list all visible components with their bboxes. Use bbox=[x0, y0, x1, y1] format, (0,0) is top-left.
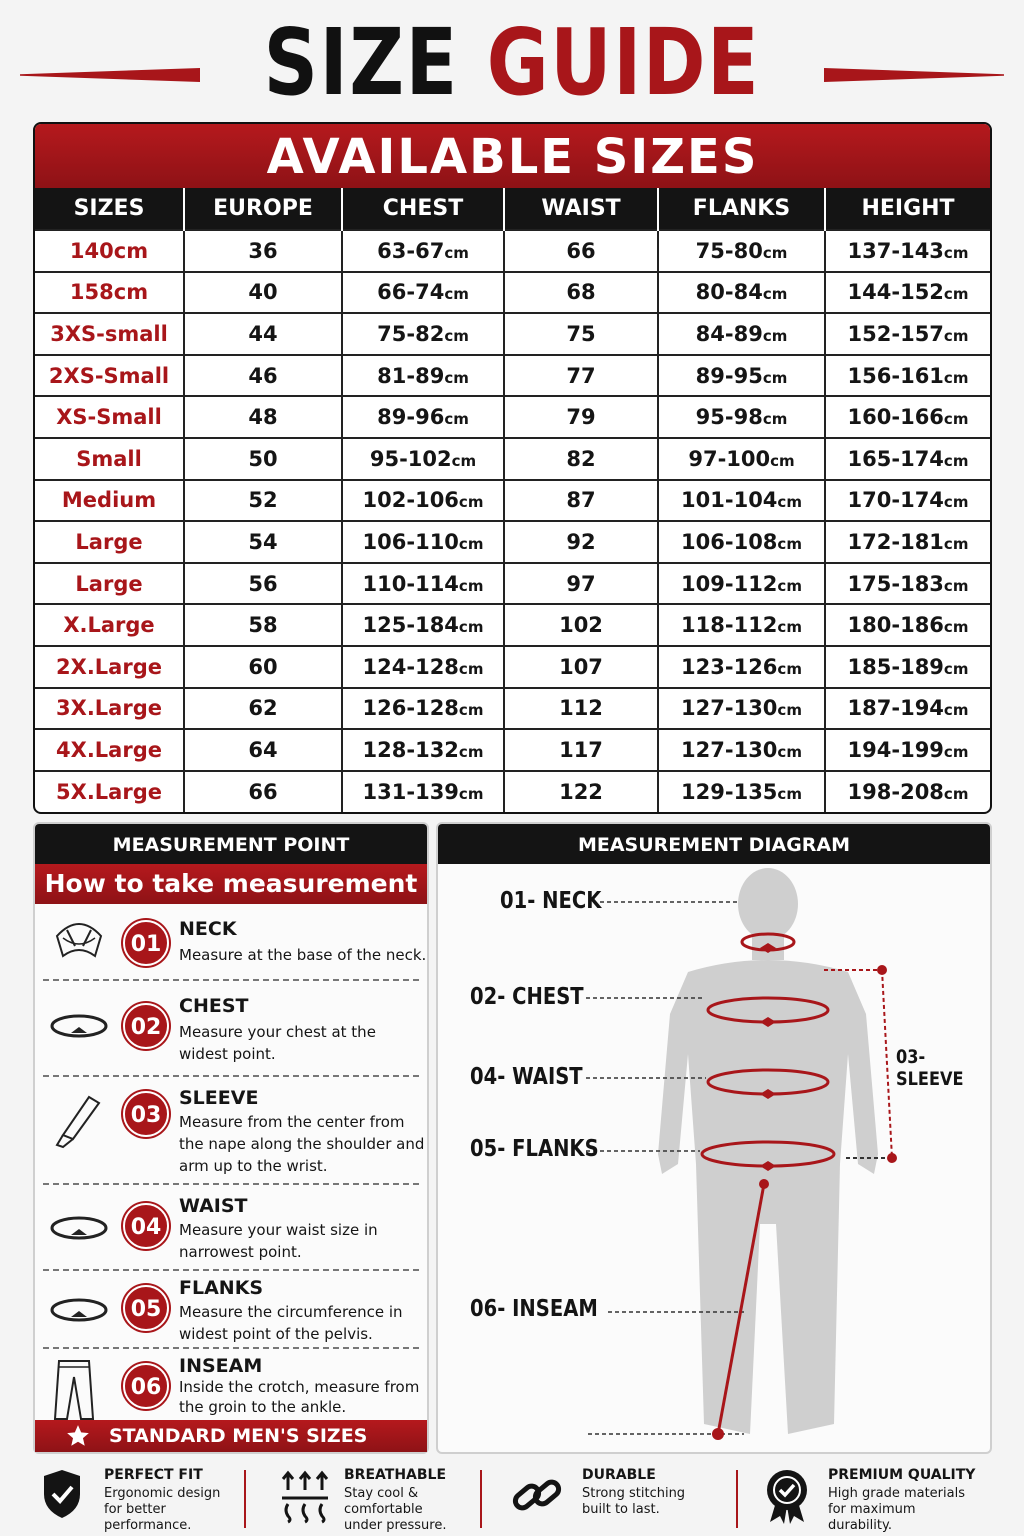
chain-link-icon bbox=[510, 1468, 564, 1526]
cell-unit: cm bbox=[458, 785, 484, 804]
value-cell: 54 bbox=[184, 521, 342, 563]
measurement-diagram-panel bbox=[436, 822, 992, 1454]
value-cell: 44 bbox=[184, 313, 342, 355]
cell-value: 175-183 bbox=[847, 571, 944, 596]
measurement-cell bbox=[825, 480, 990, 522]
star-icon bbox=[65, 1423, 91, 1459]
label-neck: 01- NECK bbox=[500, 888, 602, 914]
table-row bbox=[35, 521, 990, 563]
cell-unit: cm bbox=[458, 493, 484, 512]
table-row bbox=[35, 688, 990, 730]
value-cell: 36 bbox=[184, 230, 342, 272]
measurement-cell bbox=[342, 688, 504, 730]
table-row bbox=[35, 646, 990, 688]
measurement-cell bbox=[342, 396, 504, 438]
feature-description: High grade materials for maximum durability. bbox=[828, 1486, 965, 1533]
cell-unit: cm bbox=[943, 493, 969, 512]
cell-value: 106-108 bbox=[681, 529, 778, 554]
step-description: Measure from the center from the nape along the shoulder and arm up to the wrist. bbox=[179, 1113, 425, 1175]
measurement-cell bbox=[342, 438, 504, 480]
step-name: FLANKS bbox=[179, 1277, 264, 1299]
cell-unit: cm bbox=[943, 368, 969, 387]
measurement-cell bbox=[825, 355, 990, 397]
size-cell: XS-Small bbox=[35, 396, 184, 438]
size-cell: 3XS-small bbox=[35, 313, 184, 355]
cell-unit: cm bbox=[444, 326, 469, 345]
value-cell: 46 bbox=[184, 355, 342, 397]
how-to-measure-heading: How to take measurement bbox=[35, 864, 427, 904]
measurement-list bbox=[35, 904, 427, 1429]
list-item bbox=[43, 1349, 419, 1429]
measurement-cell bbox=[658, 313, 825, 355]
cell-value: 118-112 bbox=[681, 613, 778, 638]
step-description: Measure the circumference in widest point of the pelvis. bbox=[179, 1303, 403, 1343]
table-row bbox=[35, 604, 990, 646]
cell-unit: cm bbox=[762, 285, 788, 304]
measurement-cell bbox=[658, 396, 825, 438]
cell-unit: cm bbox=[444, 285, 469, 304]
measurement-cell bbox=[825, 771, 990, 813]
cell-value: 165-174 bbox=[847, 446, 944, 471]
measurement-cell bbox=[825, 230, 990, 272]
measurement-cell bbox=[658, 480, 825, 522]
feature-durable bbox=[510, 1462, 720, 1536]
size-table bbox=[35, 188, 990, 812]
label-flanks: 05- FLANKS bbox=[470, 1136, 599, 1162]
cell-value: 180-186 bbox=[847, 613, 944, 638]
measurement-point-panel bbox=[33, 822, 429, 1454]
feature-premium-quality bbox=[764, 1462, 994, 1536]
step-name: SLEEVE bbox=[179, 1087, 259, 1109]
cell-value: 95-102 bbox=[369, 446, 452, 471]
value-cell: 92 bbox=[504, 521, 658, 563]
page-title bbox=[92, 8, 932, 118]
quality-badge-icon bbox=[764, 1468, 810, 1528]
value-cell: 68 bbox=[504, 272, 658, 314]
cell-unit: cm bbox=[943, 285, 969, 304]
cell-value: 101-104 bbox=[681, 488, 778, 513]
cell-value: 80-84 bbox=[695, 280, 763, 305]
table-row bbox=[35, 396, 990, 438]
step-description: Measure your waist size in narrowest point. bbox=[179, 1221, 378, 1261]
feature-divider bbox=[244, 1470, 246, 1528]
feature-title: PREMIUM QUALITY bbox=[828, 1467, 976, 1483]
cell-value: 89-96 bbox=[377, 405, 445, 430]
column-header: SIZES bbox=[35, 188, 184, 230]
measurement-cell bbox=[825, 396, 990, 438]
value-cell: 87 bbox=[504, 480, 658, 522]
cell-value: 194-199 bbox=[847, 737, 944, 762]
table-header-row bbox=[35, 188, 990, 230]
table-row bbox=[35, 230, 990, 272]
cell-unit: cm bbox=[943, 576, 969, 595]
cell-unit: cm bbox=[777, 742, 802, 761]
cell-unit: cm bbox=[943, 618, 969, 637]
value-cell: 60 bbox=[184, 646, 342, 688]
list-item bbox=[43, 981, 419, 1077]
value-cell: 82 bbox=[504, 438, 658, 480]
cell-unit: cm bbox=[444, 410, 469, 429]
airflow-icon bbox=[280, 1468, 330, 1528]
cell-unit: cm bbox=[943, 410, 969, 429]
size-cell: X.Large bbox=[35, 604, 184, 646]
size-cell: Large bbox=[35, 521, 184, 563]
measurement-cell bbox=[825, 272, 990, 314]
arm-icon bbox=[49, 1091, 109, 1155]
measurement-cell bbox=[342, 521, 504, 563]
feature-perfect-fit bbox=[40, 1462, 260, 1536]
measurement-cell bbox=[658, 646, 825, 688]
cell-value: 170-174 bbox=[847, 488, 944, 513]
measurement-cell bbox=[825, 688, 990, 730]
measurement-point-header: MEASUREMENT POINT bbox=[35, 824, 427, 864]
measurement-cell bbox=[658, 563, 825, 605]
cell-unit: cm bbox=[458, 659, 484, 678]
cell-unit: cm bbox=[777, 576, 802, 595]
measurement-cell bbox=[825, 313, 990, 355]
size-cell: 158cm bbox=[35, 272, 184, 314]
feature-breathable bbox=[280, 1462, 480, 1536]
measurement-cell bbox=[658, 521, 825, 563]
size-cell: Large bbox=[35, 563, 184, 605]
cell-unit: cm bbox=[777, 701, 802, 720]
value-cell: 122 bbox=[504, 771, 658, 813]
feature-description: Stay cool & comfortable under pressure. bbox=[344, 1486, 447, 1533]
measurement-cell bbox=[342, 563, 504, 605]
title-area bbox=[0, 8, 1024, 118]
cell-value: 156-161 bbox=[847, 363, 944, 388]
value-cell: 58 bbox=[184, 604, 342, 646]
measurement-cell bbox=[658, 355, 825, 397]
cell-value: 144-152 bbox=[847, 280, 944, 305]
value-cell: 102 bbox=[504, 604, 658, 646]
list-item bbox=[43, 904, 427, 981]
cell-unit: cm bbox=[762, 326, 788, 345]
measurement-cell bbox=[658, 604, 825, 646]
value-cell: 40 bbox=[184, 272, 342, 314]
cell-value: 95-98 bbox=[695, 405, 763, 430]
size-cell: 4X.Large bbox=[35, 729, 184, 771]
table-row bbox=[35, 563, 990, 605]
measurement-cell bbox=[342, 230, 504, 272]
cell-value: 63-67 bbox=[377, 238, 445, 263]
title-word-size: SIZE bbox=[263, 9, 459, 116]
value-cell: 64 bbox=[184, 729, 342, 771]
cell-unit: cm bbox=[458, 576, 484, 595]
value-cell: 112 bbox=[504, 688, 658, 730]
value-cell: 56 bbox=[184, 563, 342, 605]
table-row bbox=[35, 438, 990, 480]
table-row bbox=[35, 272, 990, 314]
measurement-cell bbox=[658, 438, 825, 480]
tape-loop-icon bbox=[49, 1295, 109, 1329]
cell-value: 185-189 bbox=[847, 654, 944, 679]
size-cell: 3X.Large bbox=[35, 688, 184, 730]
value-cell: 48 bbox=[184, 396, 342, 438]
list-item bbox=[43, 1077, 425, 1185]
size-cell: Medium bbox=[35, 480, 184, 522]
step-number-badge: 05 bbox=[123, 1285, 169, 1331]
value-cell: 77 bbox=[504, 355, 658, 397]
cell-unit: cm bbox=[943, 785, 969, 804]
cell-unit: cm bbox=[458, 742, 484, 761]
cell-unit: cm bbox=[943, 659, 969, 678]
measurement-cell bbox=[342, 313, 504, 355]
measurement-cell bbox=[342, 355, 504, 397]
cell-value: 102-106 bbox=[362, 488, 459, 513]
step-description: Measure at the base of the neck. bbox=[179, 946, 427, 964]
cell-unit: cm bbox=[777, 785, 802, 804]
column-header: FLANKS bbox=[658, 188, 825, 230]
feature-title: PERFECT FIT bbox=[104, 1467, 203, 1483]
measurement-cell bbox=[658, 272, 825, 314]
column-header: HEIGHT bbox=[825, 188, 990, 230]
value-cell: 75 bbox=[504, 313, 658, 355]
step-number-badge: 02 bbox=[123, 1003, 169, 1049]
measurement-cell bbox=[342, 771, 504, 813]
cell-value: 110-114 bbox=[362, 571, 459, 596]
measurement-cell bbox=[825, 521, 990, 563]
measurement-cell bbox=[658, 230, 825, 272]
measurement-cell bbox=[342, 646, 504, 688]
step-description: Inside the crotch, measure from the groin to the ankle. bbox=[179, 1378, 420, 1416]
standard-mens-sizes-label: STANDARD MEN'S SIZES bbox=[109, 1425, 368, 1447]
measurement-cell bbox=[658, 729, 825, 771]
label-chest: 02- CHEST bbox=[470, 984, 584, 1010]
cell-value: 124-128 bbox=[362, 654, 459, 679]
measurement-cell bbox=[825, 604, 990, 646]
cell-unit: cm bbox=[943, 534, 969, 553]
cell-unit: cm bbox=[777, 618, 802, 637]
column-header: WAIST bbox=[504, 188, 658, 230]
measurement-cell bbox=[658, 771, 825, 813]
feature-divider bbox=[736, 1470, 738, 1528]
step-name: WAIST bbox=[179, 1195, 248, 1217]
cell-unit: cm bbox=[943, 326, 969, 345]
value-cell: 62 bbox=[184, 688, 342, 730]
cell-unit: cm bbox=[458, 618, 484, 637]
cell-unit: cm bbox=[777, 493, 802, 512]
measurement-cell bbox=[825, 438, 990, 480]
cell-unit: cm bbox=[458, 701, 484, 720]
cell-unit: cm bbox=[444, 368, 469, 387]
cell-value: 127-130 bbox=[681, 737, 778, 762]
cell-value: 160-166 bbox=[847, 405, 944, 430]
measurement-cell bbox=[342, 604, 504, 646]
pants-icon bbox=[49, 1357, 99, 1427]
measurement-cell bbox=[342, 272, 504, 314]
step-name: NECK bbox=[179, 918, 237, 940]
value-cell: 117 bbox=[504, 729, 658, 771]
cell-value: 81-89 bbox=[377, 363, 445, 388]
size-cell: 140cm bbox=[35, 230, 184, 272]
size-cell: 5X.Large bbox=[35, 771, 184, 813]
cell-value: 66-74 bbox=[377, 280, 445, 305]
feature-divider bbox=[480, 1470, 482, 1528]
value-cell: 79 bbox=[504, 396, 658, 438]
cell-unit: cm bbox=[762, 368, 788, 387]
step-description: Measure your chest at the widest point. bbox=[179, 1023, 376, 1063]
cell-unit: cm bbox=[451, 451, 477, 470]
cell-unit: cm bbox=[943, 742, 969, 761]
size-table-card bbox=[33, 122, 992, 814]
features-strip bbox=[0, 1462, 1024, 1536]
tape-loop-icon bbox=[49, 1213, 109, 1247]
step-name: CHEST bbox=[179, 995, 249, 1017]
cell-value: 75-82 bbox=[377, 321, 445, 346]
step-number-badge: 03 bbox=[123, 1091, 169, 1137]
feature-description: Ergonomic design for better performance. bbox=[104, 1486, 221, 1533]
value-cell: 66 bbox=[504, 230, 658, 272]
measurement-cell bbox=[342, 729, 504, 771]
cell-unit: cm bbox=[777, 534, 802, 553]
table-row bbox=[35, 480, 990, 522]
label-waist: 04- WAIST bbox=[470, 1064, 583, 1090]
label-inseam: 06- INSEAM bbox=[470, 1296, 598, 1322]
cell-value: 89-95 bbox=[695, 363, 763, 388]
tape-loop-icon bbox=[49, 1011, 109, 1045]
list-item bbox=[43, 1185, 419, 1271]
cell-value: 198-208 bbox=[847, 780, 944, 805]
step-number-badge: 06 bbox=[123, 1363, 169, 1409]
value-cell: 97 bbox=[504, 563, 658, 605]
measurement-cell bbox=[825, 646, 990, 688]
cell-value: 125-184 bbox=[362, 613, 459, 638]
cell-value: 187-194 bbox=[847, 696, 944, 721]
cell-unit: cm bbox=[943, 243, 969, 262]
measurement-cell bbox=[825, 729, 990, 771]
feature-description: Strong stitching built to last. bbox=[582, 1486, 686, 1517]
cell-value: 123-126 bbox=[681, 654, 778, 679]
value-cell: 107 bbox=[504, 646, 658, 688]
table-row bbox=[35, 355, 990, 397]
value-cell: 66 bbox=[184, 771, 342, 813]
cell-unit: cm bbox=[943, 451, 969, 470]
size-cell: 2X.Large bbox=[35, 646, 184, 688]
cell-value: 128-132 bbox=[362, 737, 459, 762]
column-header: CHEST bbox=[342, 188, 504, 230]
list-item bbox=[43, 1271, 419, 1349]
cell-value: 137-143 bbox=[847, 238, 944, 263]
cell-value: 126-128 bbox=[362, 696, 459, 721]
cell-value: 106-110 bbox=[362, 529, 459, 554]
cell-unit: cm bbox=[777, 659, 802, 678]
table-row bbox=[35, 771, 990, 813]
measurement-cell bbox=[342, 480, 504, 522]
cell-unit: cm bbox=[762, 410, 788, 429]
title-word-guide: GUIDE bbox=[486, 9, 761, 116]
cell-unit: cm bbox=[770, 451, 795, 470]
step-number-badge: 01 bbox=[123, 920, 169, 966]
cell-unit: cm bbox=[943, 701, 969, 720]
cell-unit: cm bbox=[444, 243, 469, 262]
label-sleeve: 03- SLEEVE bbox=[896, 1046, 964, 1090]
measurement-cell bbox=[658, 688, 825, 730]
value-cell: 50 bbox=[184, 438, 342, 480]
shield-check-icon bbox=[40, 1468, 84, 1524]
cell-value: 127-130 bbox=[681, 696, 778, 721]
table-row bbox=[35, 729, 990, 771]
cell-unit: cm bbox=[762, 243, 788, 262]
feature-title: BREATHABLE bbox=[344, 1467, 447, 1483]
size-cell: Small bbox=[35, 438, 184, 480]
cell-value: 152-157 bbox=[847, 321, 944, 346]
cell-value: 75-80 bbox=[695, 238, 763, 263]
step-name: INSEAM bbox=[179, 1355, 263, 1377]
measurement-diagram-header: MEASUREMENT DIAGRAM bbox=[438, 824, 990, 864]
collar-icon bbox=[49, 916, 109, 968]
size-cell: 2XS-Small bbox=[35, 355, 184, 397]
standard-mens-sizes-bar bbox=[35, 1420, 427, 1452]
cell-value: 129-135 bbox=[681, 780, 778, 805]
step-number-badge: 04 bbox=[123, 1203, 169, 1249]
cell-value: 97-100 bbox=[688, 446, 771, 471]
cell-value: 109-112 bbox=[681, 571, 778, 596]
cell-value: 131-139 bbox=[362, 780, 459, 805]
column-header: EUROPE bbox=[184, 188, 342, 230]
cell-value: 84-89 bbox=[695, 321, 763, 346]
value-cell: 52 bbox=[184, 480, 342, 522]
feature-title: DURABLE bbox=[582, 1467, 656, 1483]
cell-unit: cm bbox=[458, 534, 484, 553]
available-sizes-banner: AVAILABLE SIZES bbox=[35, 124, 990, 188]
cell-value: 172-181 bbox=[847, 529, 944, 554]
table-row bbox=[35, 313, 990, 355]
measurement-cell bbox=[825, 563, 990, 605]
